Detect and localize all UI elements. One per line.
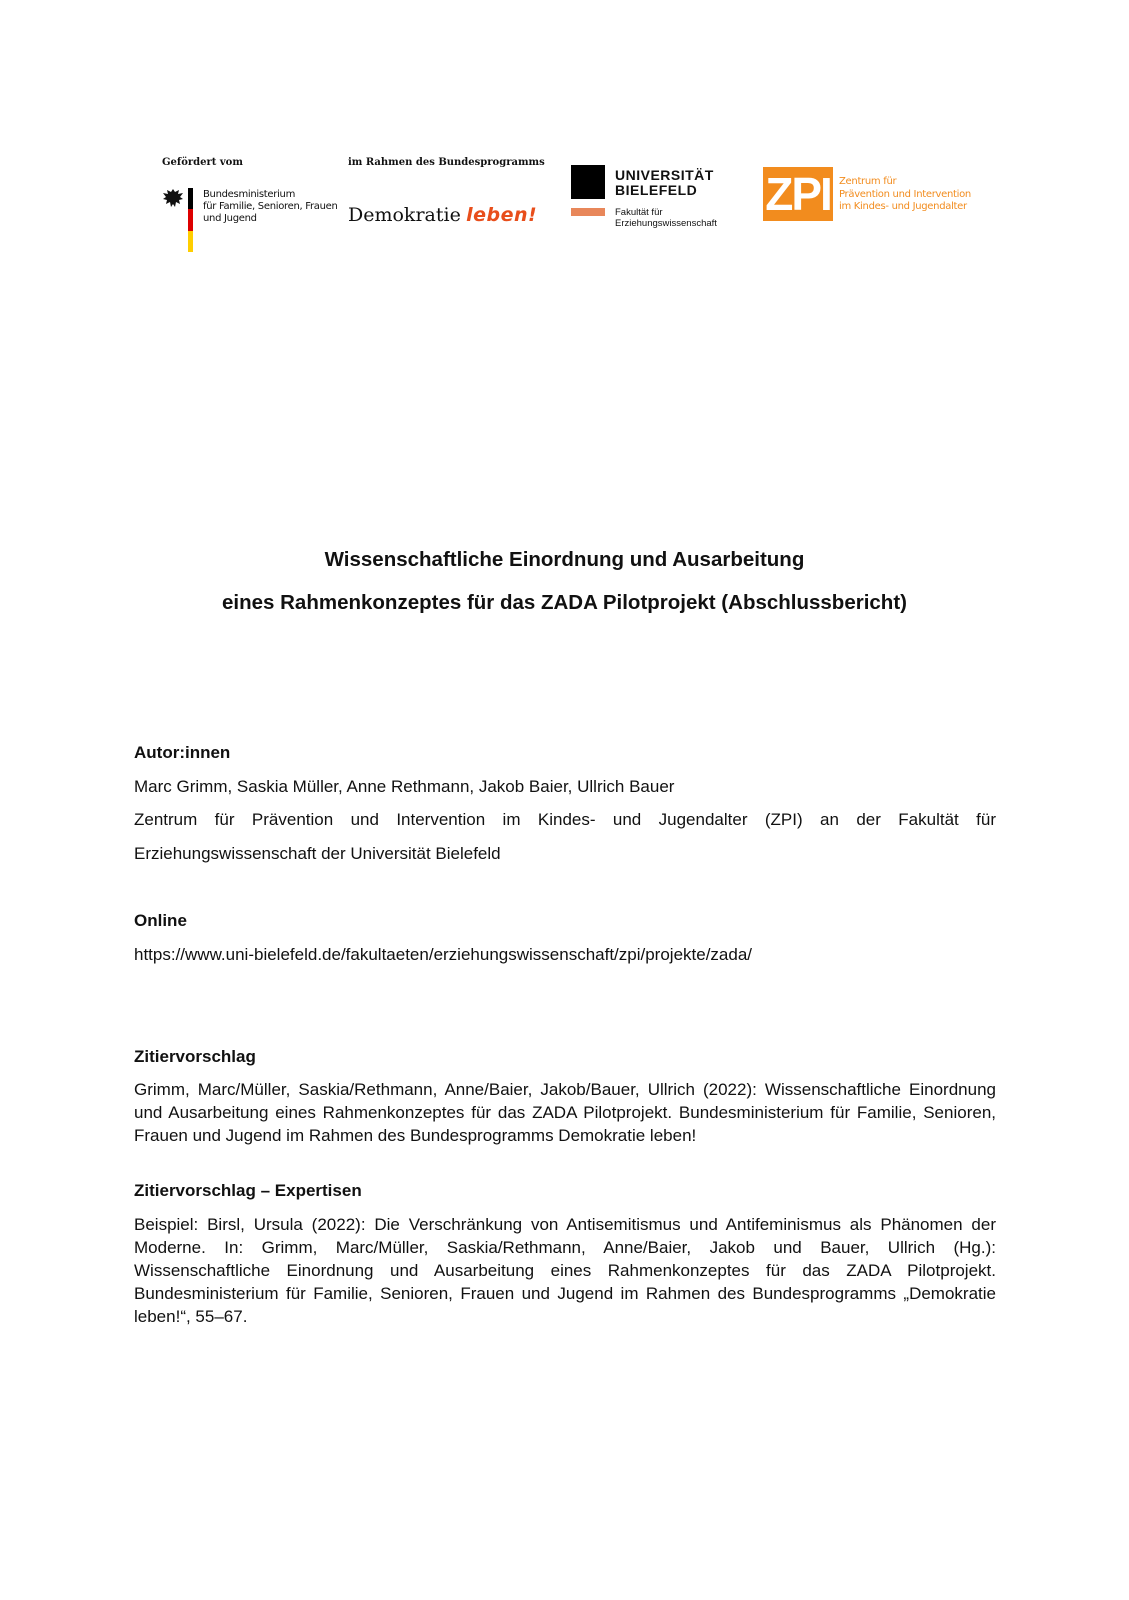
affiliation-line1: Zentrum für Prävention und Intervention im Kindes- und Jugendalter (ZPI) an der Fakultät für [134,810,996,829]
citation-expert-text: Beispiel: Birsl, Ursula (2022): Die Verschränkung von Antisemitismus und Antifeminismus als Phänomen der Moderne. In: Grimm, Marc/Müller, Saskia/Rethmann, Anne/Baier, Jakob und Bauer, Ullrich (Hg.): Wissenschaftliche Einordnung und Ausarbeitung eines Rahmenkonzeptes für das ZADA Pilotprojekt. Bundesministerium für Familie, Senioren, Frauen und Jugend im Rahmen des Bundesprogramms „Demokratie leben!“, 55–67. [134,1215,996,1326]
citation-expert-heading: Zitiervorschlag – Expertisen [134,1181,362,1200]
leben-wordmark: leben! [466,204,538,226]
bielefeld-logo-bar [571,208,605,216]
funding-label: Gefördert vom [162,157,243,168]
zpi-name: Zentrum für Prävention und Intervention im Kindes- und Jugendalter [839,176,971,212]
affiliation-line2: Erziehungswissenschaft der Universität Bielefeld [134,844,501,863]
demokratie-leben-logo: Demokratie leben! [348,204,538,226]
faculty-name: Fakultät für Erziehungswissenschaft [615,207,717,229]
author-names: Marc Grimm, Saskia Müller, Anne Rethmann, Jakob Baier, Ullrich Bauer [134,777,675,796]
document-title-line1: Wissenschaftliche Einordnung und Ausarbeitung [324,548,805,571]
ministry-name: Bundesministerium für Familie, Senioren, Frauen und Jugend [203,189,338,224]
zpi-logo: ZPI [763,167,833,221]
bielefeld-logo-square [571,165,605,199]
project-url[interactable]: https://www.uni-bielefeld.de/fakultaeten/erziehungswissenschaft/zpi/projekte/zada/ [134,945,753,964]
authors-heading: Autor:innen [134,743,231,762]
federal-eagle-icon [161,187,185,211]
online-heading: Online [134,911,187,930]
citation-heading: Zitiervorschlag [134,1047,256,1066]
citation-text: Grimm, Marc/Müller, Saskia/Rethmann, Anne/Baier, Jakob/Bauer, Ullrich (2022): Wissenschaftliche Einordnung und Ausarbeitung eines Rahmenkonzeptes für das ZADA Pilotprojekt. Bundesministerium für Familie, Senioren, Frauen und Jugend im Rahmen des Bundesprogramms Demokratie leben! [134,1080,996,1145]
document-title-line2: eines Rahmenkonzeptes für das ZADA Pilotprojekt (Abschlussbericht) [222,591,907,614]
university-name: UNIVERSITÄT BIELEFELD [615,167,714,198]
german-flag-bar [188,188,193,252]
program-label: im Rahmen des Bundesprogramms [348,157,545,168]
